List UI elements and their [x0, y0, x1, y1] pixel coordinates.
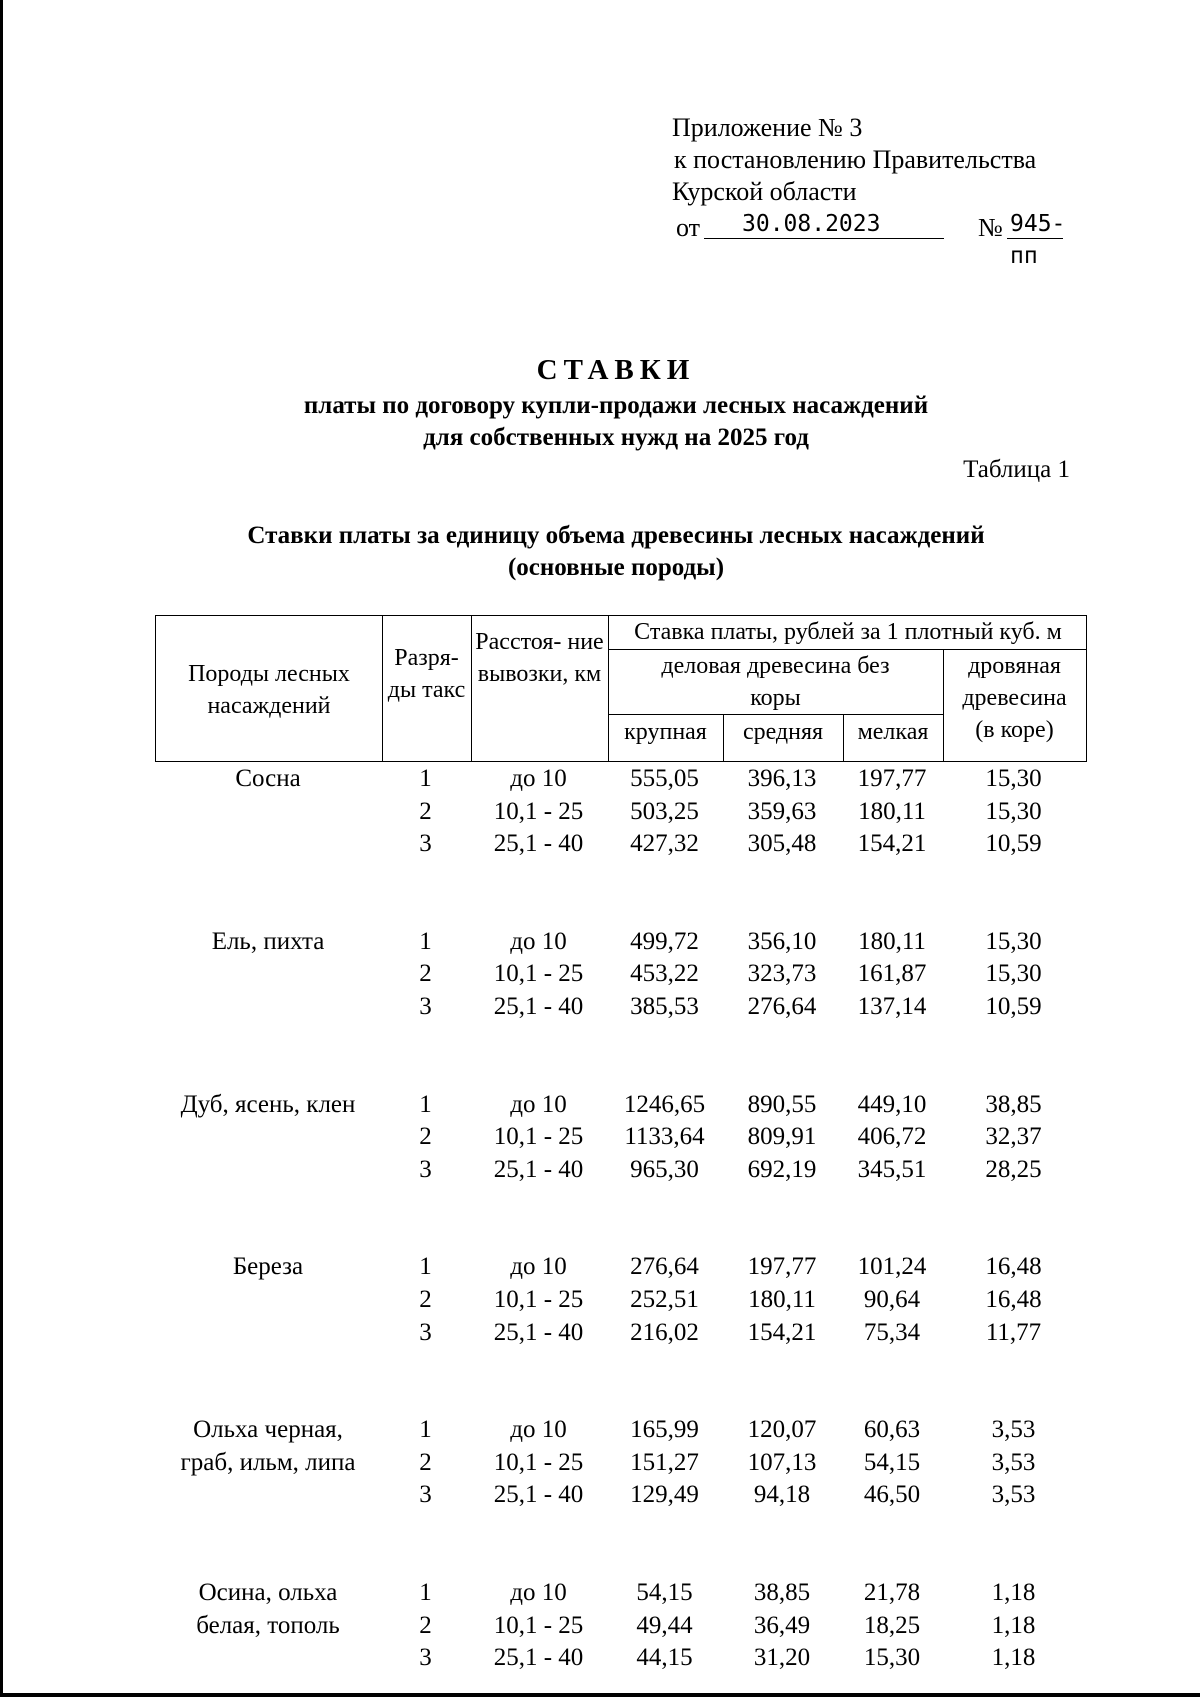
rate-medium: 180,11: [748, 1285, 816, 1313]
rate-small: 46,50: [863, 1481, 921, 1509]
species-group: [155, 1091, 1087, 1189]
species-name: Береза: [232, 1253, 304, 1281]
distance: 25,1 - 40: [493, 830, 584, 858]
table-row: [155, 1579, 1087, 1612]
rate-medium: 94,18: [753, 1481, 811, 1509]
header-species: Породы лесных насаждений: [188, 661, 350, 719]
rank: 3: [419, 1318, 432, 1346]
rate-large: 129,49: [630, 1481, 699, 1509]
rank: 1: [419, 1090, 432, 1118]
subtitle-line-1: платы по договору купли-продажи лесных насаждений: [303, 392, 929, 419]
rate-large: 555,05: [630, 765, 699, 792]
header-firewood: дровяная древесина (в коре): [962, 653, 1067, 743]
group-spacer: [155, 1514, 1087, 1579]
rate-small: 161,87: [857, 960, 927, 988]
rate-large: 276,64: [630, 1253, 699, 1281]
rank: 2: [419, 1123, 432, 1151]
distance: 25,1 - 40: [493, 992, 584, 1020]
rate-small: 180,11: [858, 927, 926, 955]
annex-block: [672, 112, 1066, 269]
rate-small: 137,14: [857, 992, 927, 1020]
distance: 10,1 - 25: [493, 1611, 584, 1639]
rate-medium: 890,55: [747, 1090, 817, 1118]
table-row: [155, 1286, 1087, 1319]
distance: 25,1 - 40: [493, 1644, 584, 1672]
table-row: [155, 798, 1087, 831]
table-row: [155, 830, 1087, 863]
species-group: [155, 928, 1087, 1026]
rate-medium: 692,19: [747, 1155, 817, 1183]
rate-large: 252,51: [630, 1285, 699, 1313]
annex-line-1: Приложение № 3: [672, 113, 863, 142]
rate-medium: 120,07: [747, 1416, 817, 1444]
distance: 25,1 - 40: [493, 1155, 584, 1183]
rate-large: 49,44: [636, 1611, 693, 1639]
rank: 3: [419, 1644, 432, 1672]
table-row: [155, 1612, 1087, 1645]
rank: 2: [419, 1448, 432, 1476]
annex-line-3: Курской области: [672, 177, 857, 206]
header-distance: Расстоя- ние вывозки, км: [475, 629, 604, 687]
species-name: Осина, ольха: [198, 1578, 338, 1606]
table-row: [155, 1416, 1087, 1449]
rate-medium: 396,13: [747, 765, 817, 792]
rate-small: 197,77: [857, 765, 927, 792]
rank: 1: [419, 927, 432, 955]
table-number: Таблица 1: [963, 456, 1070, 483]
table-body: [155, 765, 1087, 1677]
distance: 25,1 - 40: [493, 1481, 584, 1509]
rate-firewood: 3,53: [991, 1448, 1036, 1476]
distance: до 10: [510, 1090, 567, 1118]
rate-firewood: 1,18: [991, 1644, 1036, 1672]
document-subtitle: [0, 390, 1200, 454]
rank: 1: [419, 1578, 432, 1606]
rate-small: 154,21: [857, 830, 927, 858]
rate-medium: 276,64: [747, 992, 817, 1020]
table-row: [155, 928, 1087, 961]
rate-firewood: 15,30: [985, 927, 1042, 955]
rate-large: 965,30: [630, 1155, 699, 1183]
rate-small: 90,64: [863, 1285, 921, 1313]
table-row: [155, 1253, 1087, 1286]
rate-firewood: 3,53: [991, 1481, 1036, 1509]
group-spacer: [155, 863, 1087, 928]
rate-small: 101,24: [857, 1253, 927, 1281]
rate-firewood: 1,18: [991, 1611, 1036, 1639]
distance: 10,1 - 25: [493, 1285, 584, 1313]
header-business-wood: деловая древесина без коры: [661, 653, 890, 711]
rate-small: 406,72: [857, 1123, 927, 1151]
species-name: Ольха черная,: [193, 1416, 343, 1444]
rank: 3: [419, 830, 432, 858]
rank: 1: [419, 1253, 432, 1281]
rank: 3: [419, 1155, 432, 1183]
rate-large: 385,53: [630, 992, 699, 1020]
table-header: [155, 615, 1087, 762]
rank: 2: [419, 1285, 432, 1313]
table-row: [155, 1123, 1087, 1156]
species-name: Ель, пихта: [211, 927, 325, 955]
species-name: Сосна: [235, 765, 301, 792]
header-rank: Разря- ды такс: [387, 645, 466, 703]
table-row: [155, 1156, 1087, 1189]
rate-small: 60,63: [863, 1416, 921, 1444]
table-title-line-2: (основные породы): [507, 554, 725, 581]
annex-line-2: к постановлению Правительства: [674, 145, 1037, 174]
rate-large: 427,32: [630, 830, 699, 858]
rate-medium: 359,63: [747, 797, 817, 825]
rate-medium: 356,10: [747, 927, 817, 955]
species-name: граб, ильм, липа: [180, 1448, 356, 1476]
distance: 10,1 - 25: [493, 1123, 584, 1151]
rate-firewood: 16,48: [985, 1253, 1042, 1281]
rank: 3: [419, 992, 432, 1020]
document-title: СТАВКИ: [536, 354, 696, 386]
rate-large: 44,15: [636, 1644, 693, 1672]
table-row: [155, 1481, 1087, 1514]
distance: до 10: [510, 1416, 567, 1444]
rank: 3: [419, 1481, 432, 1509]
distance: до 10: [510, 1578, 567, 1606]
rate-medium: 107,13: [747, 1448, 817, 1476]
rank: 2: [419, 797, 432, 825]
rate-medium: 197,77: [747, 1253, 817, 1281]
species-group: [155, 1253, 1087, 1351]
rank: 2: [419, 1611, 432, 1639]
species-name: белая, тополь: [196, 1611, 340, 1639]
rate-large: 1246,65: [623, 1090, 706, 1118]
rate-large: 216,02: [630, 1318, 699, 1346]
rate-firewood: 11,77: [985, 1318, 1042, 1346]
group-spacer: [155, 1351, 1087, 1416]
distance: 10,1 - 25: [493, 960, 584, 988]
header-large: крупная: [624, 719, 707, 745]
rate-firewood: 10,59: [985, 830, 1042, 858]
rate-large: 453,22: [630, 960, 699, 988]
header-medium: средняя: [742, 719, 824, 745]
table-row: [155, 1449, 1087, 1482]
distance: 25,1 - 40: [493, 1318, 584, 1346]
from-label: от: [676, 213, 701, 242]
number-label: №: [978, 213, 1003, 242]
rate-medium: 809,91: [747, 1123, 817, 1151]
header-small: мелкая: [857, 719, 929, 745]
rate-small: 180,11: [858, 797, 926, 825]
table-title: [0, 520, 1200, 584]
rate-large: 54,15: [636, 1578, 693, 1606]
rank: 1: [419, 1416, 432, 1444]
rate-large: 503,25: [630, 797, 699, 825]
rate-medium: 305,48: [747, 830, 817, 858]
table-row: [155, 765, 1087, 798]
rate-small: 449,10: [857, 1090, 927, 1118]
rate-large: 151,27: [630, 1448, 699, 1476]
rate-firewood: 10,59: [985, 992, 1042, 1020]
distance: до 10: [510, 1253, 567, 1281]
table-row: [155, 960, 1087, 993]
rate-firewood: 38,85: [985, 1090, 1042, 1118]
distance: 10,1 - 25: [493, 797, 584, 825]
rate-medium: 154,21: [747, 1318, 817, 1346]
rate-firewood: 32,37: [985, 1123, 1042, 1151]
rate-firewood: 28,25: [985, 1155, 1042, 1183]
rate-small: 15,30: [863, 1644, 921, 1672]
rate-small: 54,15: [863, 1448, 921, 1476]
table-row: [155, 993, 1087, 1026]
rate-large: 1133,64: [624, 1123, 705, 1151]
distance: 10,1 - 25: [493, 1448, 584, 1476]
rate-firewood: 16,48: [985, 1285, 1042, 1313]
header-divider: [608, 714, 943, 715]
annex-date-line: [672, 208, 1066, 269]
group-spacer: [155, 1026, 1087, 1091]
species-group: [155, 765, 1087, 863]
table-row: [155, 1644, 1087, 1677]
subtitle-line-2: для собственных нужд на 2025 год: [423, 424, 809, 451]
group-spacer: [155, 1188, 1087, 1253]
rate-small: 18,25: [863, 1611, 921, 1639]
rate-medium: 31,20: [753, 1644, 811, 1672]
table-row: [155, 1319, 1087, 1352]
species-group: [155, 1416, 1087, 1514]
decree-number: 945-пп: [1010, 211, 1066, 269]
species-name: Дуб, ясень, клен: [180, 1090, 356, 1118]
table-row: [155, 1091, 1087, 1124]
scan-edge-bottom: [0, 1693, 1200, 1697]
rate-firewood: 1,18: [991, 1578, 1036, 1606]
distance: до 10: [510, 765, 567, 792]
rate-large: 499,72: [630, 927, 699, 955]
rate-firewood: 15,30: [985, 960, 1042, 988]
species-group: [155, 1579, 1087, 1677]
scan-edge-left: [0, 0, 3, 1697]
table-title-line-1: Ставки платы за единицу объема древесины лесных насаждений: [247, 522, 985, 549]
rate-medium: 38,85: [753, 1578, 811, 1606]
rate-large: 165,99: [630, 1416, 699, 1444]
rate-firewood: 3,53: [991, 1416, 1036, 1444]
rate-medium: 323,73: [747, 960, 817, 988]
decree-date: 30.08.2023: [742, 211, 881, 237]
rate-firewood: 15,30: [985, 797, 1042, 825]
header-rate: Ставка платы, рублей за 1 плотный куб. м: [634, 619, 1062, 645]
rank: 1: [419, 765, 432, 792]
rate-medium: 36,49: [753, 1611, 811, 1639]
rank: 2: [419, 960, 432, 988]
rate-firewood: 15,30: [985, 765, 1042, 792]
rate-small: 345,51: [857, 1155, 927, 1183]
rate-small: 21,78: [863, 1578, 921, 1606]
distance: до 10: [510, 927, 567, 955]
rate-small: 75,34: [863, 1318, 921, 1346]
